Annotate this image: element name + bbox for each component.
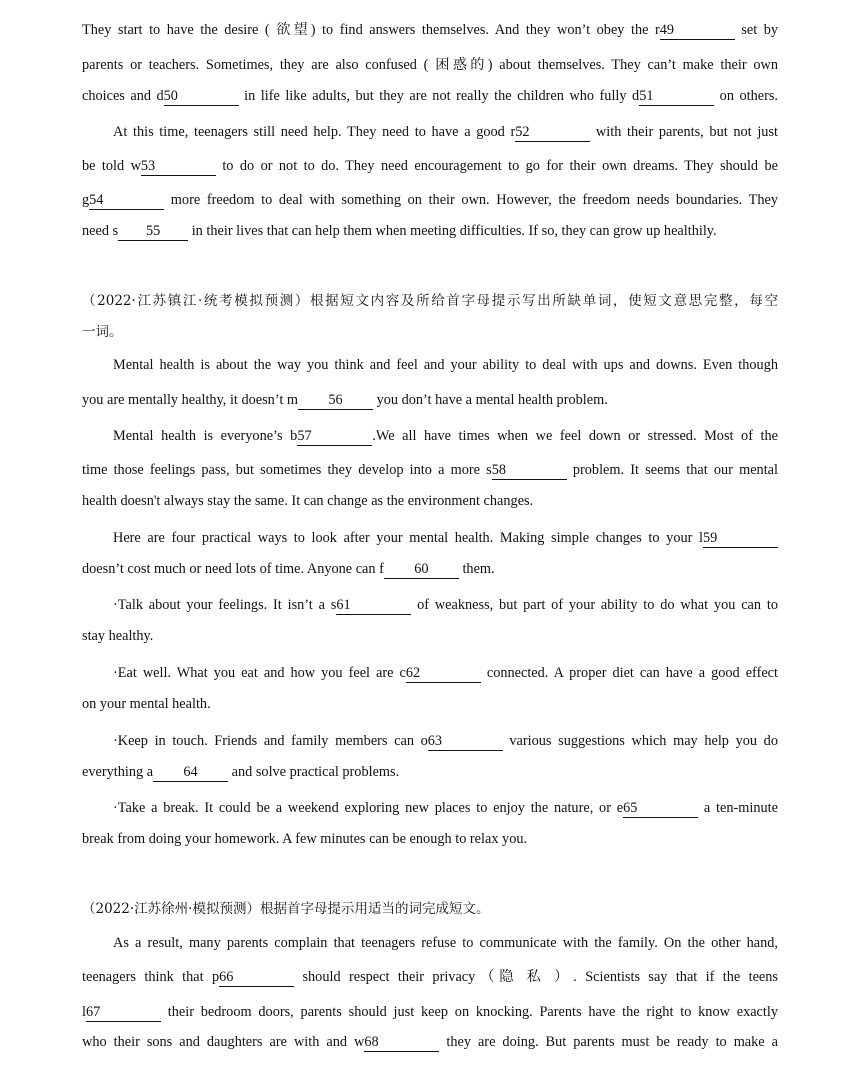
answer-blank[interactable]: 56 bbox=[298, 391, 373, 410]
bullet-line: ·Keep in touch. Friends and family members can o63 various suggestions which may help you do bbox=[113, 733, 778, 749]
text-line: At this time, teenagers still need help. They need to have a good r52 with their parents, but not just bbox=[113, 124, 778, 140]
answer-blank[interactable]: 68 bbox=[364, 1033, 439, 1052]
text-line: stay healthy. bbox=[82, 628, 154, 644]
answer-blank[interactable]: 54 bbox=[89, 191, 164, 210]
answer-blank[interactable]: 66 bbox=[219, 968, 294, 987]
answer-blank[interactable]: 67 bbox=[86, 1003, 161, 1022]
text-line: health doesn't always stay the same. It can change as the environment changes. bbox=[82, 493, 534, 509]
text-line: need s 55 in their lives that can help them when meeting difficulties. If so, they can grow up healthily. bbox=[82, 223, 717, 239]
text-line: l67 their bedroom doors, parents should just keep on knocking. Parents have the right to know exactly bbox=[82, 1004, 778, 1020]
answer-blank[interactable]: 60 bbox=[384, 560, 459, 579]
answer-blank[interactable]: 51 bbox=[639, 87, 714, 106]
answer-blank[interactable]: 49 bbox=[660, 21, 735, 40]
answer-blank[interactable]: 59 bbox=[703, 529, 778, 548]
answer-blank[interactable]: 62 bbox=[406, 664, 481, 683]
text-line: Here are four practical ways to look after your mental health. Making simple changes to your l59 bbox=[113, 527, 778, 549]
text-line: doesn’t cost much or need lots of time. Anyone can f 60 them. bbox=[82, 561, 495, 577]
text-line: who their sons and daughters are with and w68 they are doing. But parents must be ready to make a bbox=[82, 1034, 778, 1050]
answer-blank[interactable]: 61 bbox=[336, 596, 411, 615]
text-line: As a result, many parents complain that teenagers refuse to communicate with the family. On the other hand, bbox=[113, 935, 778, 951]
bullet-line: ·Take a break. It could be a weekend exploring new places to enjoy the nature, or e65 a ten-minute bbox=[113, 800, 778, 816]
answer-blank[interactable]: 52 bbox=[515, 123, 590, 142]
text-line: g54 more freedom to deal with something on their own. However, the freedom needs boundaries. They bbox=[82, 192, 778, 208]
answer-blank[interactable]: 55 bbox=[118, 222, 188, 241]
answer-blank[interactable]: 50 bbox=[164, 87, 239, 106]
text-line: you are mentally healthy, it doesn’t m 56 you don’t have a mental health problem. bbox=[82, 392, 608, 408]
answer-blank[interactable]: 65 bbox=[623, 799, 698, 818]
bullet-line: ·Talk about your feelings. It isn’t a s61 of weakness, but part of your ability to do what you can to bbox=[113, 597, 778, 613]
text-line: on your mental health. bbox=[82, 696, 211, 712]
section-heading-cont: 一词。 bbox=[82, 324, 123, 340]
text-line: parents or teachers. Sometimes, they are also confused ( 困惑的) about themselves. They can’t make their own bbox=[82, 57, 778, 73]
text-line: Mental health is about the way you think and feel and your ability to deal with ups and downs. Even though bbox=[113, 357, 778, 373]
answer-blank[interactable]: 58 bbox=[492, 461, 567, 480]
answer-blank[interactable]: 64 bbox=[153, 763, 228, 782]
text-line: time those feelings pass, but sometimes they develop into a more s58 problem. It seems that our mental bbox=[82, 462, 778, 478]
text-line: Mental health is everyone’s b57 .We all have times when we feel down or stressed. Most of the bbox=[113, 428, 778, 444]
bullet-line: ·Eat well. What you eat and how you feel are c62 connected. A proper diet can have a good effect bbox=[113, 665, 778, 681]
text-line: be told w53 to do or not to do. They need encouragement to go for their own dreams. They should be bbox=[82, 158, 778, 174]
text-line: break from doing your homework. A few minutes can be enough to relax you. bbox=[82, 831, 528, 847]
section-heading: （2022·江苏徐州·模拟预测）根据首字母提示用适当的词完成短文。 bbox=[82, 901, 490, 917]
text-line: choices and d50 in life like adults, but they are not really the children who fully d51 on others. bbox=[82, 88, 778, 104]
answer-blank[interactable]: 53 bbox=[141, 157, 216, 176]
answer-blank[interactable]: 63 bbox=[428, 732, 503, 751]
section-heading: （2022·江苏镇江·统考模拟预测）根据短文内容及所给首字母提示写出所缺单词，使短文意思完整，每空 bbox=[82, 293, 778, 309]
text-line: They start to have the desire ( 欲望) to find answers themselves. And they won’t obey the r49 set by bbox=[82, 22, 779, 38]
text-line: everything a 64 and solve practical problems. bbox=[82, 764, 400, 780]
answer-blank[interactable]: 57 bbox=[297, 427, 372, 446]
text-line: teenagers think that p66 should respect their privacy（隐 私 ）. Scientists say that if the teens bbox=[82, 969, 778, 985]
